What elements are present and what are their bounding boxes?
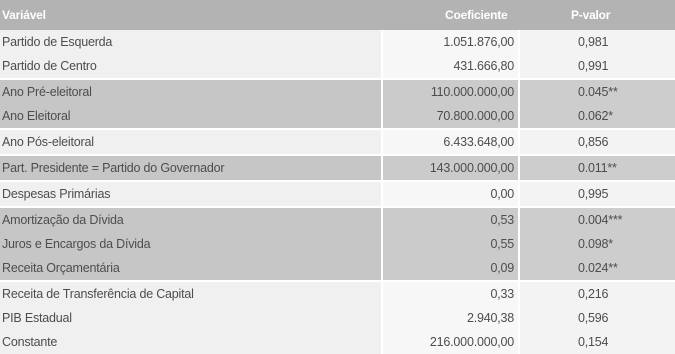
p-value-cell: 0.011** <box>519 155 675 181</box>
table-row <box>0 306 675 330</box>
header-coeficiente: Coeficiente <box>445 8 508 22</box>
variable-cell: Part. Presidente = Partido do Governador <box>0 155 382 181</box>
variable-cell: Constante <box>2 335 58 349</box>
table-row <box>0 79 675 104</box>
variable-cell: PIB Estadual <box>2 311 72 325</box>
table-row <box>0 281 675 306</box>
table-body <box>0 30 675 354</box>
p-value-cell: 0,981 <box>519 30 675 54</box>
table-row <box>0 181 675 207</box>
coefficient-cell: 0,55 <box>382 232 519 256</box>
coefficient-cell: 143.000.000,00 <box>382 155 519 181</box>
p-value-cell: 0,216 <box>519 281 675 306</box>
table-row <box>0 155 675 181</box>
coefficient-cell: 1.051.876,00 <box>382 30 519 54</box>
variable-cell: Receita Orçamentária <box>2 261 120 275</box>
coefficient-cell: 110.000.000,00 <box>382 79 519 104</box>
variable-cell: Juros e Encargos da Dívida <box>2 237 151 251</box>
header-variavel: Variável <box>2 8 46 22</box>
coefficient-cell: 2.940,38 <box>382 306 519 330</box>
p-value-cell: 0.004*** <box>519 207 675 232</box>
coefficient-cell: 0,09 <box>382 256 519 281</box>
coefficient-cell: 6.433.648,00 <box>382 129 519 155</box>
p-value-cell: 0,154 <box>519 330 675 354</box>
p-value-cell: 0.062* <box>519 104 675 129</box>
coefficient-cell: 431.666,80 <box>382 54 519 79</box>
p-value-cell: 0,596 <box>519 306 675 330</box>
variable-cell: Amortização da Dívida <box>0 207 382 232</box>
coefficient-cell: 70.800.000,00 <box>382 104 519 129</box>
variable-cell: Partido de Centro <box>2 59 97 73</box>
table-row <box>0 256 675 281</box>
header-p-valor: P-valor <box>571 8 611 22</box>
p-value-cell: 0,856 <box>519 129 675 155</box>
p-value-cell: 0.024** <box>519 256 675 281</box>
variable-cell: Despesas Primárias <box>0 181 382 207</box>
variable-cell: Partido de Esquerda <box>2 35 113 49</box>
table-row <box>0 207 675 232</box>
table-header-row <box>0 0 675 30</box>
table-row <box>0 30 675 54</box>
coefficient-cell: 0,33 <box>382 281 519 306</box>
p-value-cell: 0.045** <box>519 79 675 104</box>
coefficient-cell: 0,53 <box>382 207 519 232</box>
table-row <box>0 232 675 256</box>
variable-cell: Ano Eleitoral <box>2 109 71 123</box>
coefficient-cell: 216.000.000,00 <box>382 330 519 354</box>
table-row <box>0 54 675 79</box>
table-row <box>0 129 675 155</box>
coefficient-cell: 0,00 <box>382 181 519 207</box>
p-value-cell: 0,991 <box>519 54 675 79</box>
table-row <box>0 104 675 129</box>
variable-cell: Receita de Transferência de Capital <box>0 281 382 306</box>
variable-cell: Ano Pré-eleitoral <box>0 79 382 104</box>
p-value-cell: 0.098* <box>519 232 675 256</box>
table-row <box>0 330 675 354</box>
p-value-cell: 0,995 <box>519 181 675 207</box>
variable-cell: Ano Pós-eleitoral <box>0 129 382 155</box>
